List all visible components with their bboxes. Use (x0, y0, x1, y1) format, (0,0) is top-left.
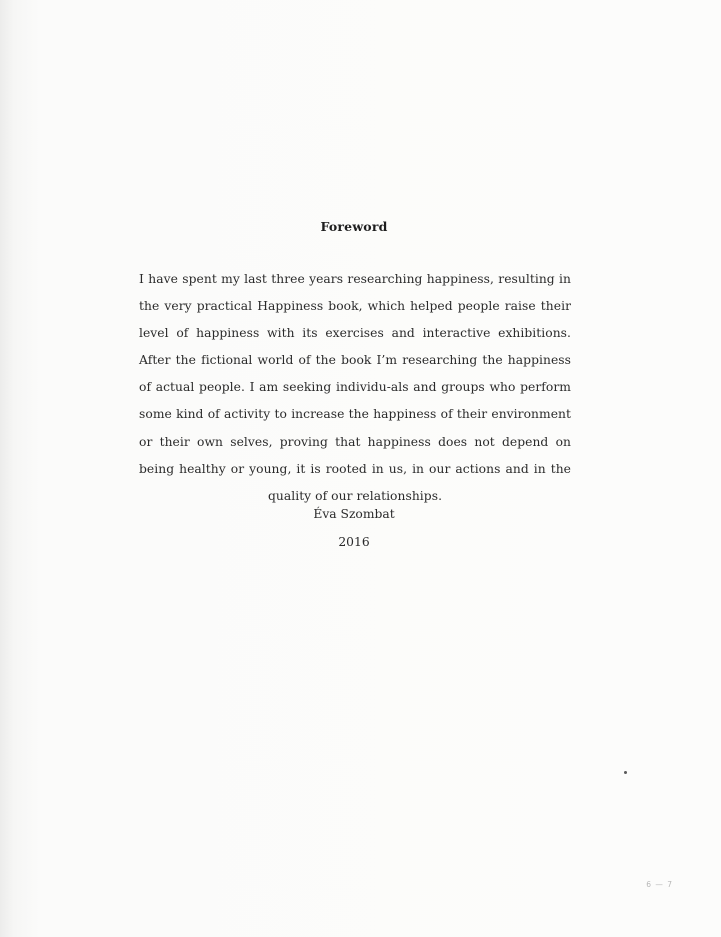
page-numbers: 6 — 7 (646, 880, 673, 889)
author-name: Éva Szombat (313, 507, 395, 521)
foreword-title: Foreword (320, 219, 388, 234)
foreword-body: I have spent my last three years researching happiness, resulting in the very practical Happiness book, which helped people raise their level of happiness with its exercises and interactive exhibitions. After the fictional world of the book I’m researching the happiness of actual people. I am seeking individu-als and groups who perform some kind of activity to increase the happiness of their environment or their own selves, proving that happiness does not depend on being healthy or young, it is rooted in us, in our actions and in the quality of our relationships. (139, 272, 571, 503)
print-speck (624, 771, 627, 774)
year: 2016 (338, 535, 370, 549)
